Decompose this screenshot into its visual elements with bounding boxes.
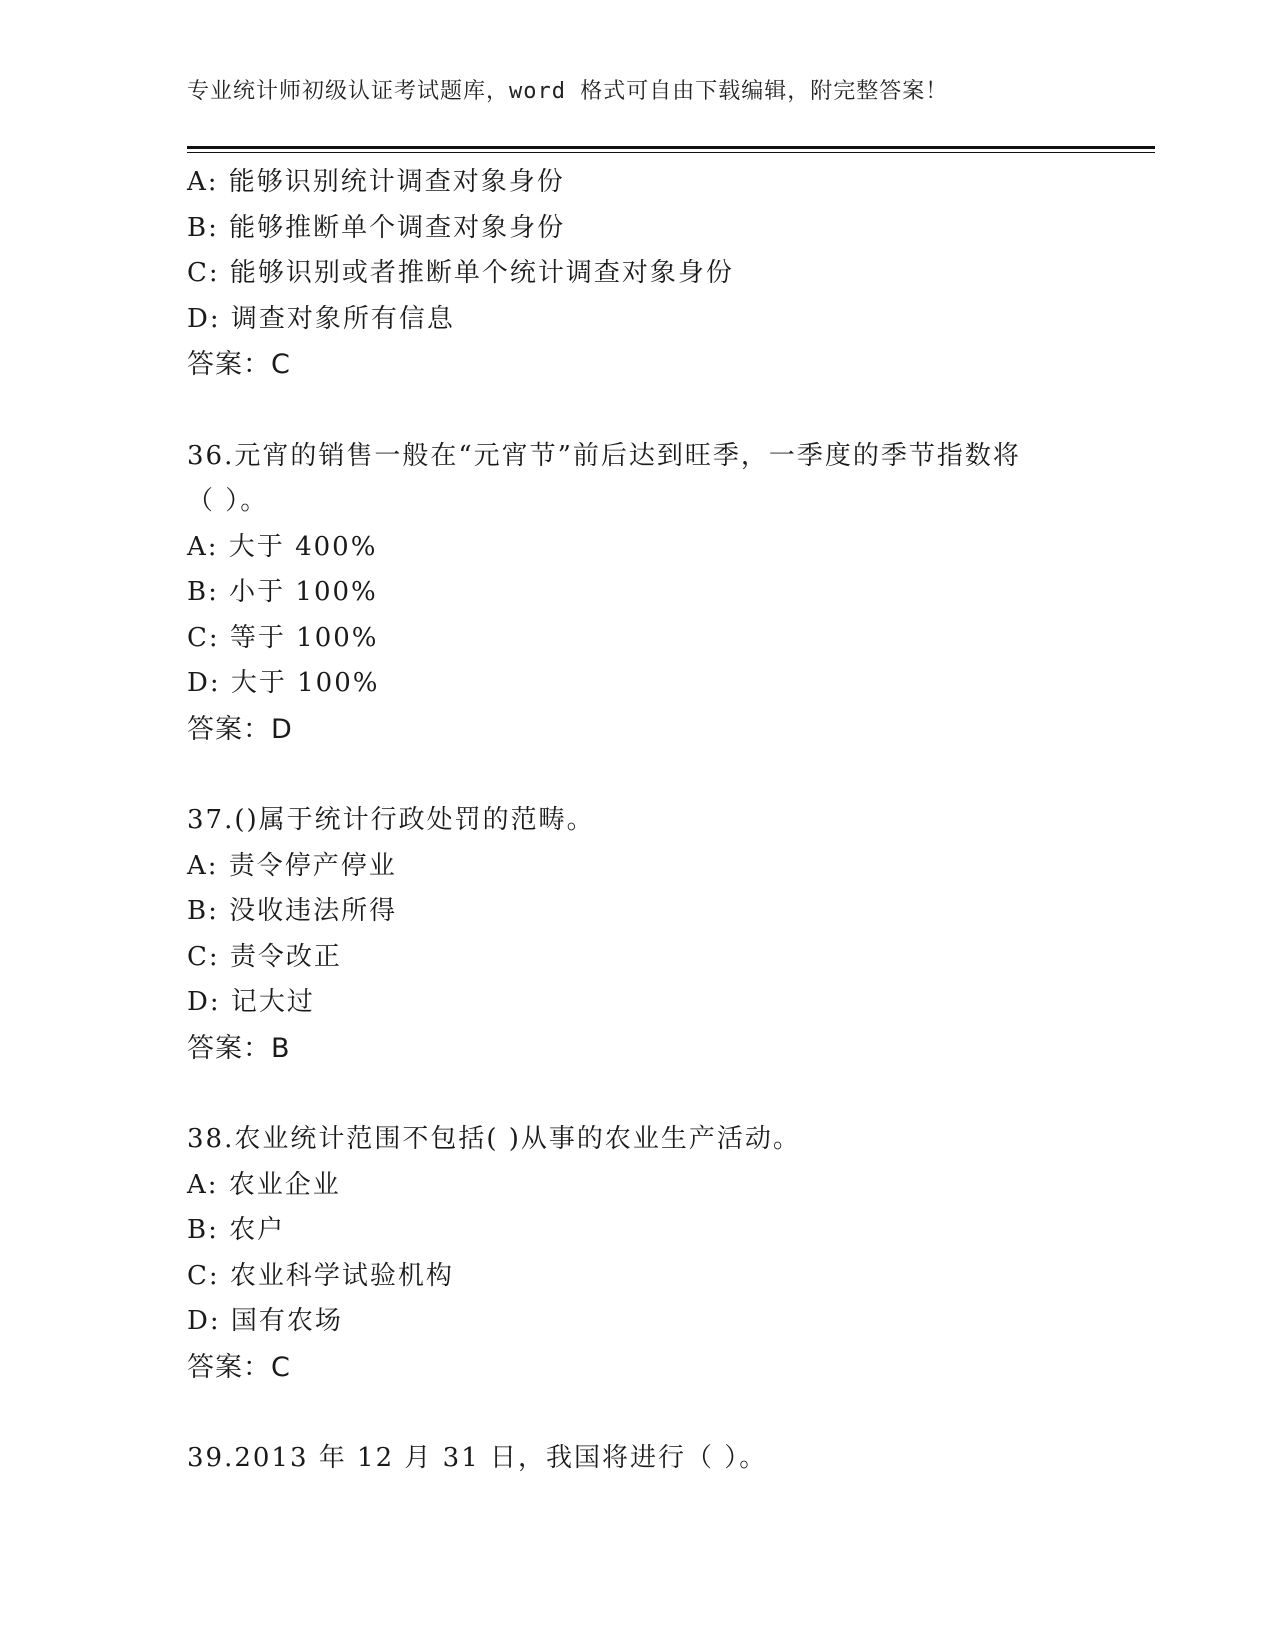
option-a: A: 责令停产停业 [187, 850, 397, 881]
option-c: C: 农业科学试验机构 [187, 1260, 454, 1291]
option-a: A: 农业企业 [187, 1169, 341, 1200]
option-d: D: 国有农场 [187, 1306, 343, 1336]
question-37 [187, 798, 1147, 1071]
question-stem: 36.元宵的销售一般在“元宵节”前后达到旺季，一季度的季节指数将 [187, 440, 1021, 471]
option-d: D: 记大过 [187, 987, 315, 1017]
option-c: C: 等于 100% [187, 622, 379, 653]
answer: 答案：B [187, 1032, 291, 1064]
option-d: D: 大于 100% [187, 668, 380, 698]
question-stem: 39.2013 年 12 月 31 日，我国将进行（ ）。 [187, 1443, 768, 1473]
question-list [187, 160, 1147, 1482]
option-b: B: 小于 100% [187, 577, 378, 607]
question-stem: 37.()属于统计行政处罚的范畴。 [187, 805, 595, 835]
option-a: A: 大于 400% [187, 531, 378, 562]
option-b: B: 能够推断单个调查对象身份 [187, 212, 566, 243]
answer: 答案：D [187, 713, 293, 745]
question-39 [187, 1436, 1147, 1482]
question-35 [187, 160, 1147, 388]
option-b: B: 农户 [187, 1215, 286, 1245]
header-rule-thick [187, 146, 1155, 149]
document-header: 专业统计师初级认证考试题库，word 格式可自由下载编辑，附完整答案！ [187, 79, 949, 104]
answer: 答案：C [187, 349, 291, 380]
question-36 [187, 434, 1147, 753]
option-b: B: 没收违法所得 [187, 896, 398, 926]
question-38 [187, 1117, 1147, 1390]
answer: 答案：C [187, 1351, 291, 1383]
option-d: D: 调查对象所有信息 [187, 303, 455, 334]
question-stem: 38.农业统计范围不包括( )从事的农业生产活动。 [187, 1124, 801, 1154]
option-c: C: 能够识别或者推断单个统计调查对象身份 [187, 258, 734, 288]
option-c: C: 责令改正 [187, 941, 342, 972]
question-stem-continued: （ ）。 [187, 486, 269, 516]
header-rule-thin [187, 152, 1155, 153]
option-a: A: 能够识别统计调查对象身份 [187, 167, 565, 197]
